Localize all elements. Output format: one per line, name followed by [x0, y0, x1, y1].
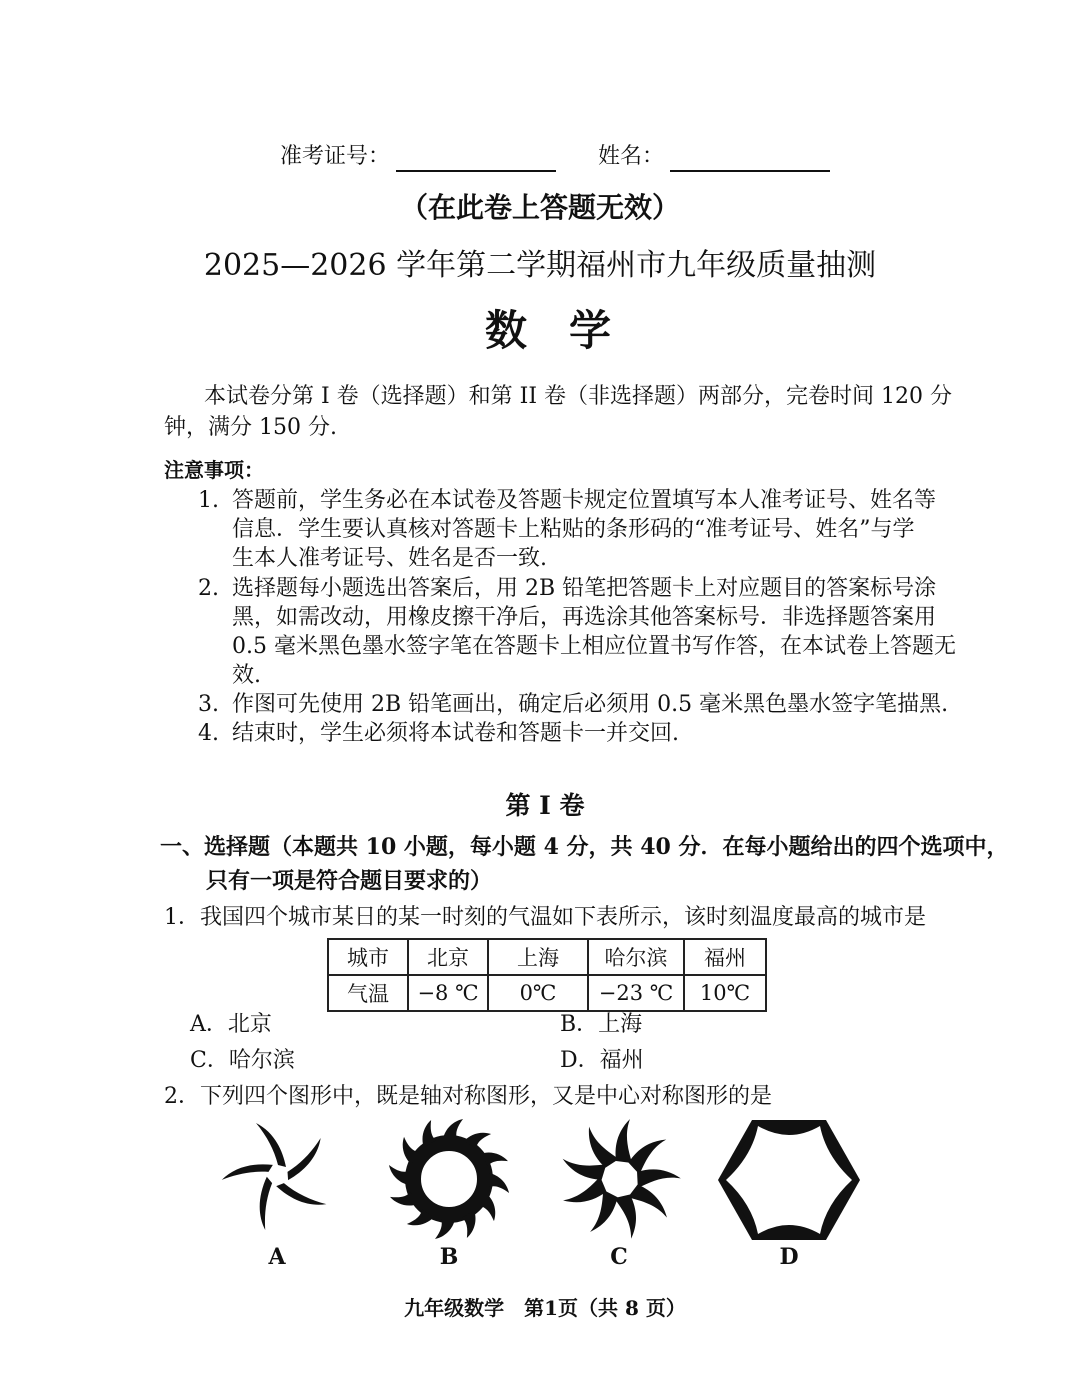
name-blank — [670, 148, 830, 172]
notice-item-line: 选择题每小题选出答案后，用 2B 铅笔把答题卡上对应题目的答案标号涂 — [232, 576, 937, 601]
notice-item-num: 1. — [198, 488, 219, 513]
intro-line-2: 钟，满分 150 分. — [164, 415, 337, 440]
name-field — [598, 142, 830, 172]
exam-title: 2025—2026 学年第二学期福州市九年级质量抽测 — [203, 248, 877, 283]
q1-option-a: A．北京 — [190, 1012, 272, 1037]
exam-id-blank — [396, 148, 556, 172]
notice-item-line: 0.5 毫米黑色墨水签字笔在答题卡上相应位置书写作答，在本试卷上答题无 — [232, 634, 956, 659]
figure-c-label: C — [610, 1244, 628, 1270]
table-row — [328, 975, 766, 1011]
notice-item-line: 效. — [232, 663, 261, 688]
notice-item-line: 信息．学生要认真核对答题卡上粘贴的条形码的“准考证号、姓名”与学 — [232, 517, 915, 542]
exam-id-label: 准考证号： — [280, 144, 391, 169]
notice-item-line: 黑，如需改动，用橡皮擦干净后，再选涂其他答案标号．非选择题答案用 — [232, 605, 937, 630]
figure-d-label: D — [779, 1244, 799, 1270]
table-cell: 气温 — [328, 975, 408, 1011]
table-cell: 0℃ — [488, 975, 588, 1011]
table-row — [328, 939, 766, 975]
part-heading-line-1: 一、选择题（本题共 10 小题，每小题 4 分，共 40 分．在每小题给出的四个选项中， — [160, 834, 1009, 860]
figure-c-blade-wheel — [556, 1118, 684, 1240]
table-cell: 哈尔滨 — [588, 939, 684, 975]
table-cell: 城市 — [328, 939, 408, 975]
notice-item-line: 生本人准考证号、姓名是否一致. — [232, 546, 547, 571]
page-footer: 九年级数学 第1页（共 8 页） — [404, 1296, 686, 1320]
table-cell: −8 ℃ — [408, 975, 488, 1011]
table-cell: 福州 — [684, 939, 766, 975]
table-cell: −23 ℃ — [588, 975, 684, 1011]
notice-heading: 注意事项： — [164, 458, 264, 482]
figure-a-label: A — [268, 1244, 286, 1270]
q1-option-c: C．哈尔滨 — [190, 1048, 295, 1073]
part-heading-line-2: 只有一项是符合题目要求的） — [206, 868, 493, 894]
exam-id-field — [280, 142, 556, 172]
volume-title: 第 I 卷 — [505, 791, 585, 820]
question-1-stem: 1．我国四个城市某日的某一时刻的气温如下表所示，该时刻温度最高的城市是 — [164, 905, 926, 930]
table-cell: 北京 — [408, 939, 488, 975]
table-cell: 10℃ — [684, 975, 766, 1011]
question-2-stem: 2．下列四个图形中，既是轴对称图形，又是中心对称图形的是 — [164, 1084, 772, 1109]
notice-item-line: 答题前，学生务必在本试卷及答题卡规定位置填写本人准考证号、姓名等 — [232, 488, 937, 513]
q1-option-d: D．福州 — [560, 1048, 644, 1073]
figure-a-pinwheel — [214, 1120, 342, 1230]
figure-b-label: B — [439, 1244, 459, 1270]
figure-d-curved-hexagon — [716, 1118, 862, 1242]
temperature-table — [327, 938, 767, 1012]
notice-item-num: 4. — [198, 721, 219, 746]
name-label: 姓名： — [598, 144, 665, 169]
q1-option-b: B．上海 — [560, 1012, 643, 1037]
notice-item-line: 作图可先使用 2B 铅笔画出，确定后必须用 0.5 毫米黑色墨水签字笔描黑. — [232, 692, 949, 717]
figure-b-serrated-ring — [384, 1118, 514, 1240]
subject-title: 数 学 — [484, 306, 611, 355]
table-cell: 上海 — [488, 939, 588, 975]
notice-item-num: 2. — [198, 576, 219, 601]
invalid-note: （在此卷上答题无效） — [399, 191, 680, 224]
notice-item-num: 3. — [198, 692, 219, 717]
notice-item-line: 结束时，学生必须将本试卷和答题卡一并交回. — [232, 721, 679, 746]
intro-line-1: 本试卷分第 I 卷（选择题）和第 II 卷（非选择题）两部分，完卷时间 120 分 — [204, 384, 953, 409]
